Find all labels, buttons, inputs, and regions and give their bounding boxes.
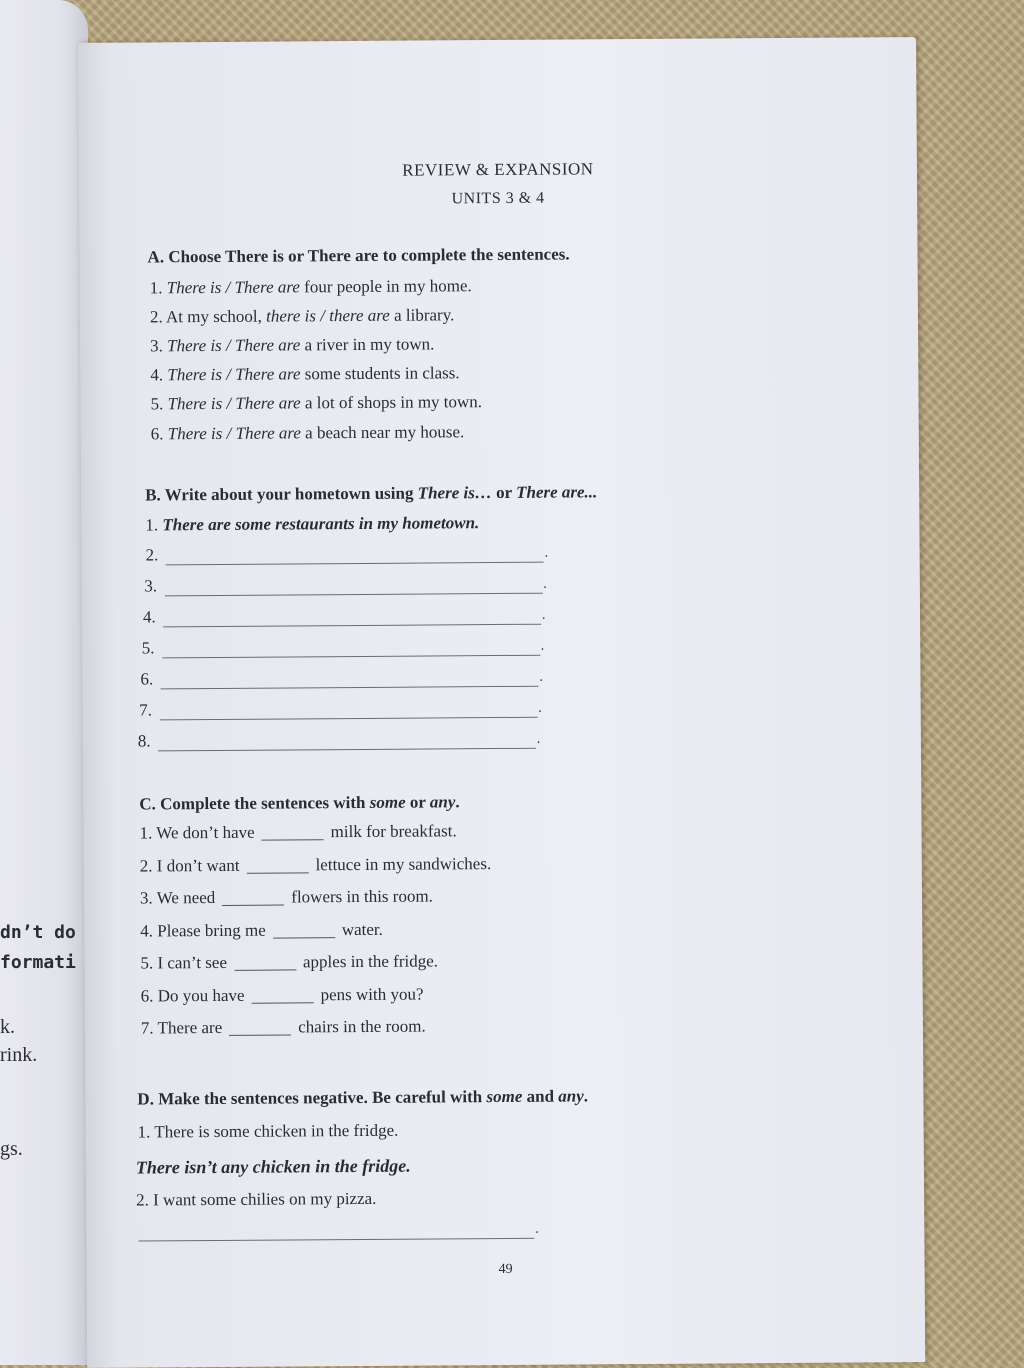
- heading-text: or: [491, 482, 517, 503]
- fill-in-blank[interactable]: [247, 871, 309, 873]
- item-number: 2.: [149, 307, 163, 327]
- item-number: 3.: [150, 336, 163, 356]
- item-text: 4. Please bring me: [140, 920, 266, 941]
- heading-emphasis: some: [369, 792, 406, 812]
- section-b-line-number: 3.: [144, 576, 158, 596]
- answer-line[interactable]: [164, 593, 542, 597]
- heading-text: B. Write about your hometown using: [145, 483, 418, 505]
- answer-end-mark: .: [540, 638, 545, 654]
- section-a-heading: A. Choose There is or There are to complete the sentences.: [147, 244, 570, 267]
- answer-line[interactable]: [166, 562, 544, 566]
- fill-in-blank[interactable]: [252, 1001, 314, 1003]
- answer-end-mark: .: [538, 700, 542, 716]
- item-text: lettuce in my sandwiches.: [315, 853, 492, 874]
- section-b-line-number: 4.: [142, 607, 156, 627]
- page-number: 49: [498, 1261, 513, 1278]
- fill-in-blank[interactable]: [234, 968, 296, 970]
- item-text: chairs in the room.: [298, 1016, 426, 1037]
- section-b-line-number: 6.: [140, 669, 154, 689]
- item-text: apples in the fridge.: [302, 951, 439, 972]
- answer-end-mark: .: [543, 576, 547, 592]
- left-page-fragment: dn’t do: [0, 922, 76, 943]
- heading-text: D. Make the sentences negative. Be careful with: [137, 1087, 487, 1109]
- heading-text: or: [405, 792, 430, 812]
- item-text: a river in my town.: [300, 334, 435, 355]
- answer-end-mark: .: [535, 1221, 539, 1237]
- item-text: 3. We need: [139, 887, 216, 908]
- left-page-fragment: formati: [0, 952, 76, 973]
- workbook-page: [78, 37, 925, 1368]
- item-number: 4.: [150, 365, 164, 385]
- heading-emphasis: some: [486, 1086, 523, 1107]
- section-c-heading: [139, 792, 459, 814]
- heading-text: .: [583, 1086, 589, 1106]
- answer-line[interactable]: [159, 717, 537, 721]
- section-d-heading: [137, 1086, 588, 1109]
- answer-end-mark: .: [544, 545, 549, 561]
- section-a-item-1: [150, 276, 472, 298]
- left-page-fragment: k.: [0, 1016, 15, 1038]
- section-a-item-5: [150, 392, 482, 414]
- choice-text: There is / There are: [167, 335, 301, 356]
- page-subtitle: UNITS 3 & 4: [451, 189, 545, 208]
- item-text: a beach near my house.: [300, 422, 465, 443]
- answer-end-mark: .: [539, 669, 544, 685]
- heading-emphasis: There are...: [515, 482, 598, 502]
- left-page: [0, 0, 88, 1365]
- item-text: 2. I don’t want: [139, 855, 240, 876]
- item-text: water.: [341, 919, 383, 939]
- answer-line[interactable]: [161, 686, 539, 690]
- heading-text: .: [455, 792, 460, 812]
- item-number: 1.: [145, 515, 159, 535]
- section-b-example: [145, 513, 479, 535]
- section-b-line-number: 2.: [145, 545, 159, 565]
- item-text: 1. We don’t have: [139, 822, 255, 843]
- section-b-line-number: 8.: [137, 731, 151, 751]
- fill-in-blank[interactable]: [229, 1033, 291, 1035]
- choice-text: There is / There are: [167, 393, 301, 414]
- answer-line[interactable]: [162, 655, 540, 659]
- section-c-item: [141, 1017, 426, 1039]
- fill-in-blank[interactable]: [273, 936, 335, 938]
- choice-text: There is / There are: [166, 277, 300, 298]
- item-text: 7. There are: [140, 1017, 223, 1038]
- item-text: milk for breakfast.: [330, 821, 457, 842]
- item-text: flowers in this room.: [291, 886, 433, 907]
- item-text: some students in class.: [300, 363, 460, 384]
- choice-text: there is / there are: [266, 305, 390, 326]
- section-a-item-3: [150, 334, 434, 356]
- item-text: At my school,: [165, 306, 267, 327]
- choice-text: There is / There are: [167, 364, 301, 385]
- section-a-item-4: [150, 363, 459, 385]
- section-c-item: [140, 854, 492, 876]
- section-c-item: [141, 984, 424, 1006]
- section-c-item: [140, 951, 438, 973]
- heading-emphasis: any: [429, 792, 456, 812]
- section-c-item: [140, 886, 433, 908]
- section-d-answer-1: There isn’t any chicken in the fridge.: [135, 1155, 411, 1178]
- item-number: 5.: [150, 394, 164, 414]
- answer-line[interactable]: [158, 748, 536, 752]
- section-a-item-6: [151, 422, 465, 444]
- item-number: 1.: [149, 278, 163, 298]
- fill-in-blank[interactable]: [262, 838, 324, 840]
- page-title: REVIEW & EXPANSION: [402, 159, 594, 180]
- section-d-item-1: 1. There is some chicken in the fridge.: [137, 1120, 399, 1142]
- section-b-line-number: 7.: [139, 700, 152, 720]
- answer-line[interactable]: [163, 624, 541, 628]
- item-text: a lot of shops in my town.: [300, 392, 483, 413]
- section-b-line-number: 5.: [141, 638, 155, 658]
- fill-in-blank[interactable]: [222, 904, 284, 906]
- section-c-item: [139, 821, 456, 843]
- answer-line[interactable]: [138, 1238, 534, 1242]
- section-d-item-2: 2. I want some chilies on my pizza.: [136, 1188, 377, 1210]
- item-text: a library.: [389, 305, 455, 325]
- heading-emphasis: any: [558, 1086, 584, 1106]
- item-number: 6.: [150, 424, 164, 444]
- choice-text: There is / There are: [167, 423, 301, 444]
- section-a-item-2: [150, 305, 455, 327]
- heading-text: and: [522, 1086, 559, 1106]
- item-text: 6. Do you have: [140, 985, 245, 1006]
- left-page-fragment: rink.: [0, 1044, 38, 1066]
- answer-end-mark: .: [541, 607, 546, 623]
- section-c-item: [140, 919, 383, 941]
- left-page-fragment: gs.: [0, 1138, 23, 1160]
- heading-emphasis: There is…: [417, 483, 492, 503]
- example-answer: There are some restaurants in my hometown.: [162, 513, 480, 535]
- section-b-heading: [145, 482, 597, 505]
- item-text: 5. I can’t see: [140, 952, 228, 973]
- answer-end-mark: .: [536, 731, 541, 747]
- item-text: pens with you?: [320, 984, 424, 1004]
- heading-text: C. Complete the sentences with: [139, 792, 370, 814]
- item-text: four people in my home.: [299, 276, 472, 297]
